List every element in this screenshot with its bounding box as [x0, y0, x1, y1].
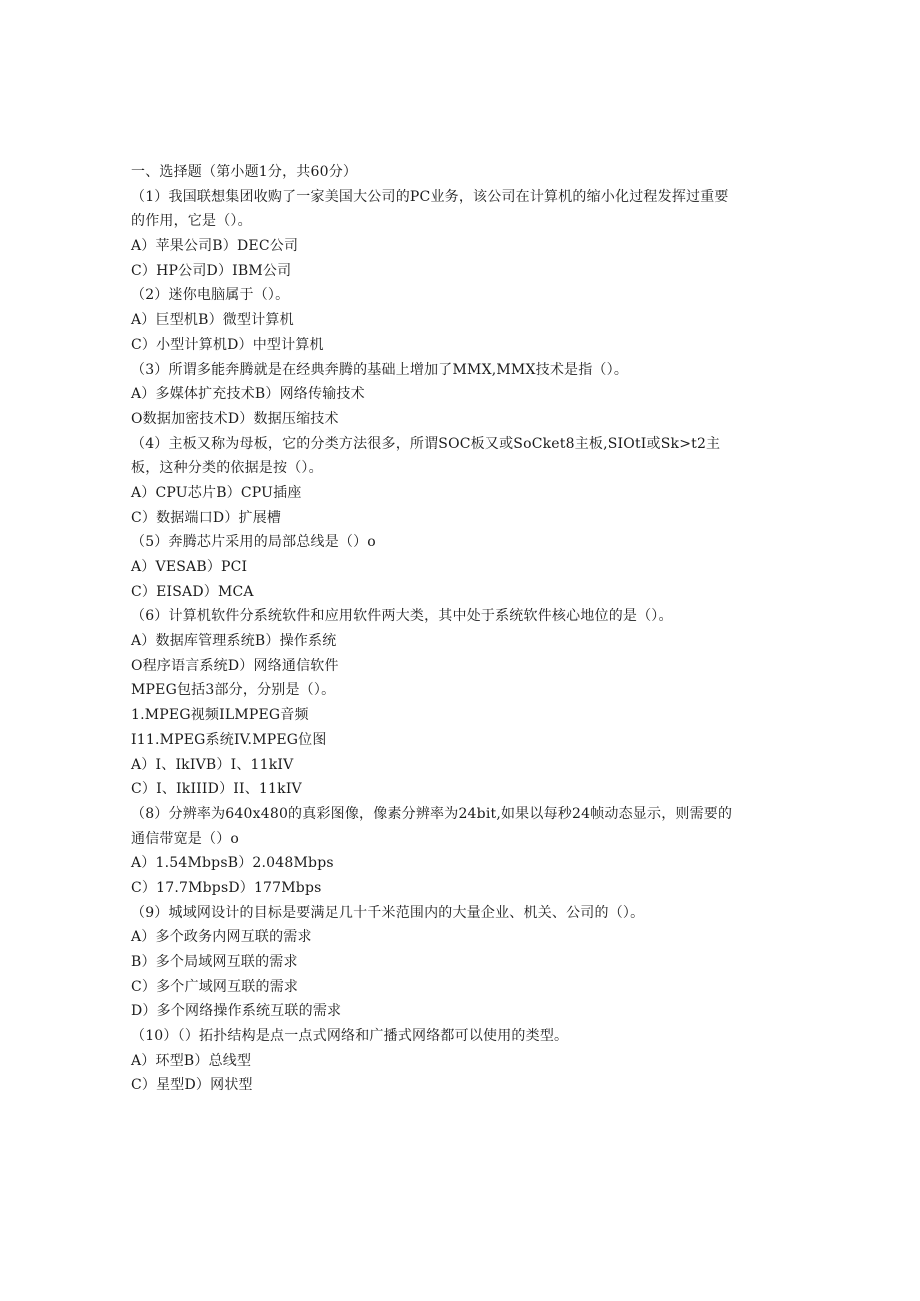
question-10-options-cd: C）星型D）网状型: [131, 1077, 253, 1094]
question-5-options-ab: A）VESAB）PCI: [131, 559, 248, 575]
question-9-option-b: B）多个局域网互联的需求: [131, 954, 298, 970]
question-8-text-line-1: （8）分辨率为640x480的真彩图像，像素分辨率为24bit,如果以每秒24帧动态显示，则需要的: [131, 805, 733, 822]
question-8-options-cd: C）17.7MbpsD）177Mbps: [131, 879, 322, 896]
question-1-text-line-2: 的作用，它是（）。: [131, 213, 252, 230]
question-3-options-ab: A）多媒体扩充技术B）网络传输技术: [131, 386, 365, 403]
question-2-options-cd: C）小型计算机D）中型计算机: [131, 336, 324, 353]
question-4-text-line-2: 板，这种分类的依据是按（）。: [131, 460, 323, 477]
question-6-options-cd: O程序语言系统D）网络通信软件: [131, 657, 339, 674]
question-9-option-d: D）多个网络操作系统互联的需求: [131, 1003, 342, 1020]
question-8-options-ab: A）1.54MbpsB）2.048Mbps: [131, 855, 334, 872]
section-heading: 一、选择题（第小题1分，共60分）: [131, 164, 358, 180]
question-10-text: （10）（）拓扑结构是点一点式网络和广播式网络都可以使用的类型。: [131, 1028, 569, 1045]
question-3-text: （3）所谓多能奔腾就是在经典奔腾的基础上增加了MMX,MMX技术是指（）。: [131, 361, 629, 378]
question-7-item-3-4: I11.MPEG系统IV.MPEG位图: [131, 731, 327, 748]
question-4-options-cd: C）数据端口D）扩展槽: [131, 509, 282, 526]
question-8-text-line-2: 通信带宽是（）o: [131, 830, 240, 847]
question-10-options-ab: A）环型B）总线型: [131, 1052, 252, 1069]
question-9-text: （9）城域网设计的目标是要满足几十千米范围内的大量企业、机关、公司的（）。: [131, 904, 645, 921]
question-5-text: （5）奔腾芯片采用的局部总线是（）o: [131, 534, 376, 551]
question-7-options-cd: C）I、IkIIID）II、11kIV: [131, 781, 302, 798]
question-3-options-cd: O数据加密技术D）数据压缩技术: [131, 410, 339, 427]
question-2-text: （2）迷你电脑属于（）。: [131, 287, 290, 304]
question-1-options-ab: A）苹果公司B）DEC公司: [131, 238, 299, 255]
question-6-options-ab: A）数据库管理系统B）操作系统: [131, 633, 337, 650]
question-1-text-line-1: （1）我国联想集团收购了一家美国大公司的PC业务，该公司在计算机的缩小化过程发挥过重要: [131, 188, 729, 205]
question-9-option-c: C）多个广域网互联的需求: [131, 978, 299, 995]
question-2-options-ab: A）巨型机B）微型计算机: [131, 312, 294, 329]
question-4-options-ab: A）CPU芯片B）CPU插座: [131, 484, 302, 501]
question-1-options-cd: C）HP公司D）IBM公司: [131, 262, 292, 279]
question-5-options-cd: C）EISAD）MCA: [131, 583, 254, 600]
question-7-options-ab: A）I、IkIVB）I、11kIV: [131, 756, 294, 773]
question-4-text-line-1: （4）主板又称为母板，它的分类方法很多，所谓SOC板又或SoCket8主板,SIOtI或Sk>t2主: [131, 435, 721, 452]
question-7-item-1-2: 1.MPEG视频ILMPEG音频: [131, 707, 309, 724]
question-6-text: （6）计算机软件分系统软件和应用软件两大类，其中处于系统软件核心地位的是（）。: [131, 608, 673, 625]
question-7-text: MPEG包括3部分，分别是（）。: [131, 682, 336, 699]
document-body: [131, 160, 791, 1098]
question-9-option-a: A）多个政务内网互联的需求: [131, 929, 312, 946]
